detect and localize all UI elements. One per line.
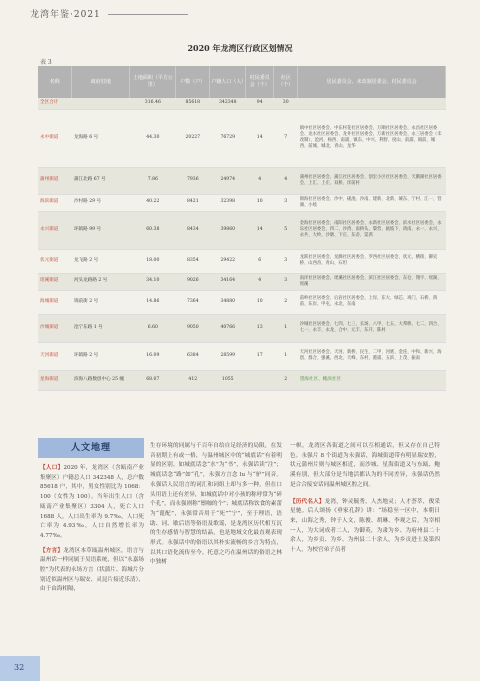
table-row [38, 98, 446, 109]
table-cell: 环镇路 99 号 [72, 211, 130, 249]
table-cell: 60.38 [130, 211, 176, 249]
table-cell: 锦海社区居委会、沙中、砚池、沙南、建新、北新、城东、宁村、江一、营湖、小岐 [298, 194, 446, 211]
paragraph-text: 龙湾，钟灵毓秀，人杰地灵；人才荟萃，俊采星驰。后人颂扬《垂家孔辞》讲：“场稳至一区中，本朝日来，山海之秀，钟于人文，陈俊、胡琳、李观之后，为宰相一人，为大词成者二人，为御英，为肃为乡、为府州县二十余人，为乡贡、为乡、为州县二十余人，为乡贡进士及第四十人，为校官弟子员者 [290, 498, 440, 554]
table-cell: 瑶溪街道 [38, 273, 72, 290]
table-cell: 3 [274, 273, 298, 290]
table-cell: 3 [274, 249, 298, 273]
table-cell: 20227 [176, 109, 210, 167]
table-cell: 85618 [176, 98, 210, 109]
table-row [38, 211, 446, 249]
table-cell: 34164 [210, 273, 246, 290]
table-cell: 海城街道 [38, 290, 72, 314]
running-head: 龙湾年鉴·2021 [30, 10, 101, 20]
column-header: 土地面积（平方公里） [130, 66, 176, 98]
table-cell: 金海社区居委会、南阳社区居委会、永新社区居委会、滨水社区居委会、永乐社区居委会、四二、沙湾、南桥头、黎营、瓯坡下、鸿南、永一、永兴、永共、大岭、沙塘、下庄、东岙、渠鸿 [298, 211, 446, 249]
table-cell: 34880 [210, 290, 246, 314]
table-cell: 沙城街道 [38, 314, 72, 342]
table-cell: 1 [274, 314, 298, 342]
table-cell: 32398 [210, 194, 246, 211]
table-cell: 沙城社区居委会、七四、七三、长场、八甲、七五、大邦桥、七二、四合、七一、永丰、永龙、合中、元丰、东开、陈村 [298, 314, 446, 342]
column-header: 村民委员会（个） [246, 66, 274, 98]
table-cell: 7.86 [130, 167, 176, 194]
table-cell: 7936 [176, 167, 210, 194]
table-cell: 24974 [210, 167, 246, 194]
table-cell: 2 [274, 290, 298, 314]
table-cell: 天河街道 [38, 342, 72, 370]
paragraph-heading: 【人口】 [40, 465, 64, 471]
table-cell: 前岭社区居委会、后岩社区居委会、上岸、东大、绿芯、鸡门、石桥、鸿前、东岸、甲屯、永北、东南 [298, 290, 446, 314]
table-row [38, 314, 446, 342]
table-cell: 6384 [176, 342, 210, 370]
table-cell: 76729 [210, 109, 246, 167]
table-cell: 锦前街 2 号 [72, 290, 130, 314]
table-body [38, 98, 446, 390]
paragraph-text: 一帜。龙湾区各街道之间可以互相通话，但又存在自己特色。永强片 8 个街道为永强话，海城街道带有明显瑞安腔，状元蒲州片则与城区相近，而沙城、星海街道又与东瓯、鲍溪有别，但大部分是当地活都认为的不同差异，永强话仍然是合合接安话同温州城区腔之间。 [290, 443, 440, 488]
table-cell: 18.00 [130, 249, 176, 273]
table-cell: 14 [246, 211, 274, 249]
district-table [38, 66, 446, 391]
table-row [38, 370, 446, 390]
table-cell: 龙海路 6 号 [72, 109, 130, 167]
table-cell: 7364 [176, 290, 210, 314]
column-header: 户数（户） [176, 66, 210, 98]
paragraph-population [40, 464, 144, 542]
table-cell: 14 [246, 109, 274, 167]
table-cell: 全区合计 [38, 98, 72, 109]
table-cell: 9026 [176, 273, 210, 290]
table-cell: 南洋社区居委会、瑶溪社区居委会、滨江社区居委会、东仓、翔宇、瑶湖、瑶溪 [298, 273, 446, 290]
paragraph-dialect [40, 547, 144, 596]
table-cell: 9050 [176, 314, 210, 342]
table-cell: 40766 [210, 314, 246, 342]
table-cell: 7 [274, 109, 298, 167]
table-cell: 8434 [176, 211, 210, 249]
table-cell: 68.07 [130, 370, 176, 390]
table-cell: 14.86 [130, 290, 176, 314]
table-cell: 河头龙路路 2 号 [72, 273, 130, 290]
table-cell: 蒲州社区居委会、蒲江社区居委会、创宏小区社区居委会、天鹅湖社区居委会、上汇、上庄、双桥、洋前村 [298, 167, 446, 194]
paragraph-text: 龙湾区本草瓯温州城区，语言与温州话一样同属于吴语系统，但以“永嘉场腔”为代表的永场方言（状蒲片、海城片分别近似温州区与瑞安、灵昆片接近乐清），由于由海相隔， [40, 547, 144, 593]
table-cell: 30 [274, 98, 298, 109]
table-cell: 34.10 [130, 273, 176, 290]
table-cell: 6.60 [130, 314, 176, 342]
table-cell: 海滨街道 [38, 194, 72, 211]
table-cell: 316.46 [130, 98, 176, 109]
table-cell: 16.09 [130, 342, 176, 370]
table-cell: 望海社区、鲍滨社区 [298, 370, 446, 390]
table-cell: 29422 [210, 249, 246, 273]
table-row [38, 290, 446, 314]
table-cell: 39860 [210, 211, 246, 249]
table-cell: 2 [274, 370, 298, 390]
table-cell: 天河社区居委会、天河、新桥、民生、二甲、河底、金连、中和、新兴、海创、群合、强溪、西北、天峰、东村、港浦、五滨、上茂、振南 [298, 342, 446, 370]
paragraph-text: 生存环境的同属与千百年自给自足经济的局限，在发音初期上有或一格，与温州城区中的“城底话”有着明显的区别。如城底话念“水”为“书”，永强话读“注”；城底话念“路”如“孔”，永强方言念 lu 与“驴”同音。永强话人民语言的词汇和词组上却与多一种，但在口头用语上还有差异，如城底话中对小孩的称呼常为“碎个孔”，而永强则称“鬃咖的个”；城底话称饮食的素蕾为“蓖配”，永强常音用于“死”“宁”，至于理语，语助、词、歇后语等俗语及歌谣，是龙湾区历代相互沉的生存感情与智慧的结晶，也是地域文化最直观表现形式。永强话中的俗语以其朴实流畅的乡言为特点，以其口语化流传至今。托意之巧在温州话的俗语之林中独树 [150, 443, 282, 566]
table-cell: 沧宁东路 1 号 [72, 314, 130, 342]
table-cell: 龙跃社区居委会、龙腾社区居委会、罗西社区居委会、状元、横街、御史桥、山西岙、青山、石坦 [298, 249, 446, 273]
table-row [38, 194, 446, 211]
paragraph-notable-people [290, 498, 440, 556]
paragraph-text: 2020 年，龙湾区（含瓯南产业集聚区）户籍总人口 342348 人，总户数 85618 户，其中，男女性别比为 1068：100（女性为 100）。当年出生人口（含瓯南产业集聚区）3304 人，死亡人口 1688 人，人口出生率为 9.7‰，人口死亡率为 4.93‰，人口自然增长率为 4.77‰。 [40, 465, 144, 539]
table-cell: 28599 [210, 342, 246, 370]
table-cell: 滨海八路数创中心 25 幢 [72, 370, 130, 390]
table-cell: 龙飞路 2 号 [72, 249, 130, 273]
column-header: 居民委员会、未改制居委会、村民委员会 [298, 66, 446, 98]
table-row [38, 273, 446, 290]
column-header: 名称 [38, 66, 72, 98]
page-number: 32 [14, 663, 25, 672]
table-row [38, 249, 446, 273]
column-header: 户籍人口（人） [210, 66, 246, 98]
column-header: 社区（个） [274, 66, 298, 98]
table-cell [72, 98, 130, 109]
header-rule [108, 14, 188, 15]
table-cell: 17 [246, 342, 274, 370]
table-cell: 环镇路 2 号 [72, 342, 130, 370]
table-cell: 8354 [176, 249, 210, 273]
table-cell: 40.22 [130, 194, 176, 211]
table-cell: 镇中社区居委会、中东村花社区居委会、万顺社区居委会、永昌社区居委会、龙水社区居委会、龙井社区居委会、万新社区居委会、永三居委会（未改制）、沧河、杨西、南浦、镇东、中兴、利智、度山、前浦、镇前、城西、前城、城北、青山、龙华 [298, 109, 446, 167]
paragraph-heading: 【历代名人】 [290, 498, 325, 505]
section-title: 人文地理 [38, 438, 144, 458]
table-row [38, 109, 446, 167]
table-cell: 状元街道 [38, 249, 72, 273]
table-cell: 412 [176, 370, 210, 390]
table-cell [298, 98, 446, 109]
table-cell: 沙村路 29 号 [72, 194, 130, 211]
table-cell: 13 [246, 314, 274, 342]
column-header: 政府驻地 [72, 66, 130, 98]
table-cell: 3 [274, 194, 298, 211]
paragraph-heading: 【方言】 [40, 547, 64, 554]
table-cell: 44.30 [130, 109, 176, 167]
table-cell: 5 [274, 211, 298, 249]
table-cell: 星海街道 [38, 370, 72, 390]
table-row [38, 342, 446, 370]
table-header-row [38, 66, 446, 98]
table-cell: 10 [246, 290, 274, 314]
column-2 [150, 442, 282, 568]
table-cell [246, 370, 274, 390]
table-cell: 4 [274, 167, 298, 194]
table-cell: 永中街道 [38, 109, 72, 167]
table-title: 2020 年龙湾区行政区划情况 [187, 43, 293, 53]
table-cell: 蒲州街道 [38, 167, 72, 194]
table-row [38, 167, 446, 194]
table-cell: 6 [246, 249, 274, 273]
table-cell: 8421 [176, 194, 210, 211]
table-label: 表 3 [40, 59, 52, 66]
column-3 [290, 442, 440, 556]
table-cell: 永兴街道 [38, 211, 72, 249]
table-cell: 4 [246, 273, 274, 290]
table-cell: 342348 [210, 98, 246, 109]
table-cell: 10 [246, 194, 274, 211]
table-cell: 1 [274, 342, 298, 370]
table-cell: 蒲江北路 67 号 [72, 167, 130, 194]
table-cell: 94 [246, 98, 274, 109]
column-1 [40, 464, 144, 595]
table-cell: 4 [246, 167, 274, 194]
table-cell: 1055 [210, 370, 246, 390]
